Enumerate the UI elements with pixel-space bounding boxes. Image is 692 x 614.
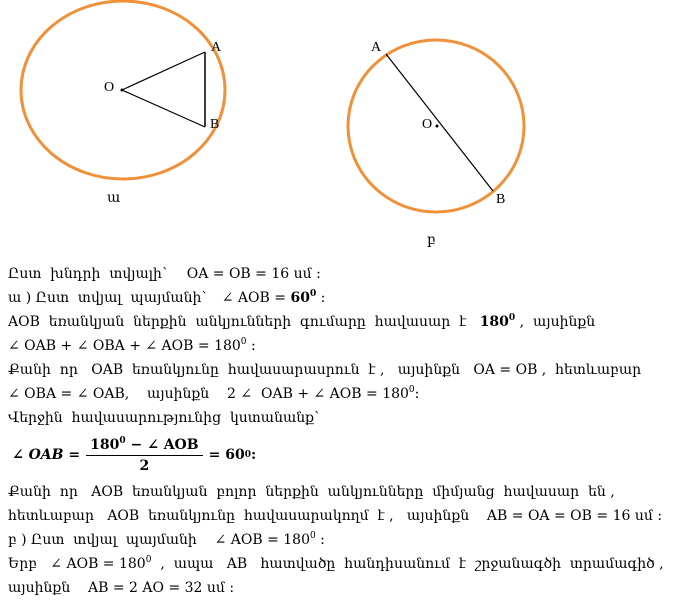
caption-b: բ [427,232,436,248]
label-b-b: B [496,192,506,207]
triangle-aob [122,52,205,127]
caption-a: ա [107,190,121,206]
derive-statement: Վերջին հավասարությունից կստանանք` [8,410,322,426]
diameter-ab [386,54,493,191]
given-line: Ըստ խնդրի տվյալի` OA = OB = 16 սմ : [8,266,321,282]
formula-oab: ∠ OAB = $\frac{180^0 - \angle AOB}{2}$ = 60 0 : [12,435,257,474]
solution-text [8,262,688,600]
equilateral-result: հետևաբար AOB եռանկյունը հավասարակողմ է , այսինքն AB = OA = OB = 16 սմ : [8,508,663,524]
angle-sum-statement: AOB եռանկյան ներքին անկյունների գումարը հավասար է $180^0$ , այսինքն [8,313,596,330]
label-o-b: O [422,117,433,132]
figure-a [21,1,225,206]
label-a-a: A [211,40,222,55]
part-b-condition: բ ) Ըստ տվյալ պայմանի ∠ AOB = $180^0$ : [8,531,325,548]
figure-b [348,40,524,248]
center-dot-b [436,125,439,128]
diameter-statement: Երբ ∠ AOB = $180^0$ , ապա AB հատվածը հանդիսանում է շրջանագծի տրամագիծ , [8,555,664,572]
label-a-b: A [371,40,382,55]
part-a-condition: ա ) Ըստ տվյալ պայմանի` ∠ AOB = $60^0$ : [8,289,326,306]
figures-area [0,0,692,262]
diameter-result: այսինքն AB = 2 AO = 32 սմ : [8,580,235,596]
fraction-numerator: $180^0$ − ∠ AOB [86,437,202,456]
isosceles-equation: ∠ OBA = ∠ OAB, այսինքն 2 ∠ OAB + ∠ AOB = $180^0$: [8,385,420,402]
equilateral-statement: Քանի որ AOB եռանկյան բոլոր ներքին անկյունները միմյանց հավասար են , [8,484,615,500]
fraction-denominator: 2 [139,457,150,474]
isosceles-statement: Քանի որ OAB եռանկյունը հավասարասրուն է , այսինքն OA = OB , հետևաբար [8,362,642,378]
angle-sum-equation: ∠ OAB + ∠ OBA + ∠ AOB = $180^0$ : [8,337,256,354]
center-dot-a [121,89,124,92]
fraction [86,437,202,474]
label-o-a: O [104,80,115,95]
label-b-a: B [210,117,220,132]
